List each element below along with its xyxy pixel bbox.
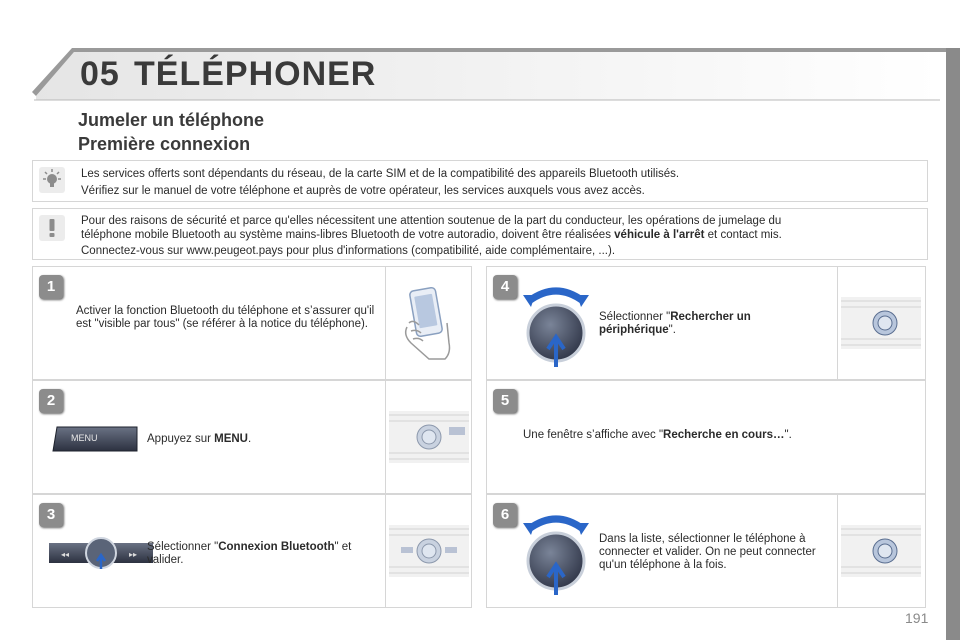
step-number-badge: 4 xyxy=(493,275,517,299)
step-number-badge: 1 xyxy=(39,275,63,299)
step-3-text xyxy=(147,541,377,567)
info-note xyxy=(32,160,928,202)
step-divider xyxy=(385,381,386,493)
step-6-text: Dans la liste, sélectionner le téléphone à connecter et valider. On ne peut connecter qu'un téléphone à la fois. xyxy=(599,533,816,571)
menu-button-label: MENU xyxy=(71,433,98,443)
step-4-text xyxy=(599,311,819,337)
step-5-text-after: ". xyxy=(784,429,792,441)
step-5-text-bold: Recherche en cours… xyxy=(663,429,785,441)
section-title: Jumeler un téléphone xyxy=(78,110,265,130)
step-1-text: Activer la fonction Bluetooth du téléphone et s’assurer qu'il est "visible par tous" (se référer à la notice du téléphone). xyxy=(76,305,375,330)
step-5 xyxy=(486,380,926,494)
step-divider xyxy=(837,495,838,607)
warning-note-line-3: Connectez-vous sur www.peugeot.pays pour plus d'informations (compatibilité, aide complémentaire, ...). xyxy=(81,245,616,257)
seek-dial-illustration xyxy=(49,535,153,571)
chapter-sidebar-tab xyxy=(946,48,960,640)
lightbulb-icon xyxy=(39,167,65,193)
step-3-text-before: Sélectionner " xyxy=(147,541,219,553)
svg-text:◂◂: ◂◂ xyxy=(61,550,70,559)
section-subtitle: Première connexion xyxy=(78,134,251,154)
page-number: 191 xyxy=(905,610,929,626)
step-4-text-before: Sélectionner " xyxy=(599,311,671,323)
step-2 xyxy=(32,380,472,494)
warning-icon xyxy=(39,215,65,241)
step-2-text-bold: MENU xyxy=(214,433,248,445)
warning-text-end: et contact mis. xyxy=(704,229,782,241)
warning-emphasis: véhicule à l'arrêt xyxy=(614,229,705,241)
step-3-text-bold: Connexion Bluetooth xyxy=(218,541,335,553)
chapter-number: 05 xyxy=(80,55,120,93)
warning-text: téléphone mobile Bluetooth au système mains-libres Bluetooth de votre autoradio, doivent être réalisées xyxy=(81,229,615,241)
svg-text:▸▸: ▸▸ xyxy=(129,550,138,559)
step-2-text xyxy=(147,433,377,446)
step-divider xyxy=(385,495,386,607)
step-number-badge: 3 xyxy=(39,503,63,527)
warning-note-line-2 xyxy=(81,228,911,242)
step-5-text-before: Une fenêtre s’affiche avec " xyxy=(523,429,664,441)
step-1 xyxy=(32,266,472,380)
step-4 xyxy=(486,266,926,380)
step-divider xyxy=(837,267,838,379)
step-5-text xyxy=(523,429,923,442)
step-4-text-bold: Rechercher un périphérique xyxy=(599,311,751,336)
step-number-badge: 5 xyxy=(493,389,517,413)
warning-note-line-1: Pour des raisons de sécurité et parce qu'elles nécessitent une attention soutenue de la part du conducteur, les opérations de jumelage du xyxy=(81,215,782,227)
step-2-text-before: Appuyez sur xyxy=(147,433,215,445)
step-3 xyxy=(32,494,472,608)
info-note-line-1: Les services offerts sont dépendants du réseau, de la carte SIM et de la compatibilité des appareils Bluetooth utilisés. xyxy=(81,168,680,180)
info-note-line-2: Vérifiez sur le manuel de votre téléphone et auprès de votre opérateur, les services auxquels vous avez accès. xyxy=(81,185,645,197)
radio-panel-icon xyxy=(841,287,921,359)
radio-panel-icon xyxy=(841,515,921,587)
step-number-badge: 2 xyxy=(39,389,63,413)
radio-panel-icon xyxy=(389,515,469,587)
page-header xyxy=(0,0,960,110)
radio-panel-icon xyxy=(389,401,469,473)
rotary-knob-rotate-icon xyxy=(521,509,591,599)
step-3-text-after: " et valider. xyxy=(147,541,352,566)
rotary-knob-rotate-icon xyxy=(521,281,591,371)
step-2-text-after: . xyxy=(248,433,252,445)
smartphone-in-hand-icon xyxy=(399,283,463,363)
step-number-badge: 6 xyxy=(493,503,517,527)
step-4-text-after: ". xyxy=(668,324,676,336)
menu-button-illustration xyxy=(51,423,141,455)
chapter-title: TÉLÉPHONER xyxy=(134,55,377,93)
warning-note xyxy=(32,208,928,260)
step-6 xyxy=(486,494,926,608)
step-divider xyxy=(385,267,386,379)
